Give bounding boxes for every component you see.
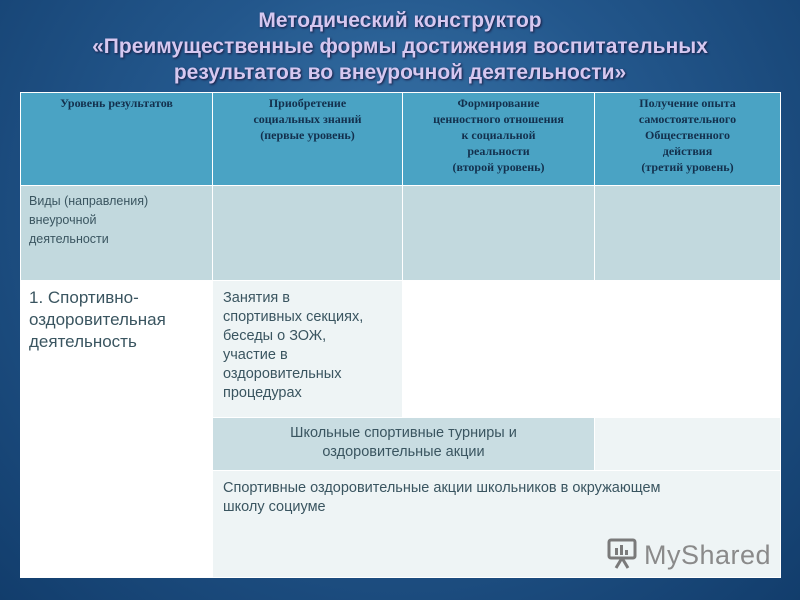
header-level-2 [403, 93, 595, 186]
kinds-label-line: Виды (направления) [29, 194, 149, 208]
header-level-2-line: к социальной [461, 128, 536, 142]
header-level-2-line: ценностного отношения [433, 112, 564, 126]
sport-row-1 [21, 281, 781, 418]
kinds-empty-cell [213, 186, 403, 281]
header-level-3-line: Общественного [645, 128, 730, 142]
sport-level-1-line: оздоровительных [223, 366, 342, 382]
sport-level-2-line: оздоровительные акции [322, 444, 485, 460]
header-level-1-line: Приобретение [268, 96, 347, 110]
slide-title [0, 8, 800, 86]
header-level-3-line: Получение опыта [639, 96, 736, 110]
header-level-2-line: реальности [467, 144, 530, 158]
header-level-3-line: самостоятельного [638, 112, 737, 126]
sport-empty-cell [595, 281, 781, 418]
header-level-1 [213, 93, 403, 186]
constructor-table [20, 92, 781, 578]
watermark [606, 538, 771, 572]
kinds-row [21, 186, 781, 281]
title-line-2: «Преимущественные формы достижения воспитательных [92, 35, 708, 58]
header-row [21, 93, 781, 186]
myshared-logo-icon [606, 536, 640, 575]
header-level-1-line: социальных знаний [253, 112, 362, 126]
header-level-2-line: Формирование [457, 96, 540, 110]
title-line-3: результатов во внеурочной деятельности» [173, 61, 627, 84]
sport-level-1-line: беседы о ЗОЖ, [223, 328, 327, 344]
sport-label-line: оздоровительная [29, 310, 166, 329]
sport-level-1-line: участие в [223, 347, 288, 363]
kinds-label-cell [21, 186, 213, 281]
header-results-level [21, 93, 213, 186]
sport-label-line: деятельность [29, 332, 137, 351]
kinds-empty-cell [403, 186, 595, 281]
sport-label-cell [21, 281, 213, 578]
sport-empty-cell [403, 281, 595, 418]
header-level-3-line: (третий уровень) [641, 160, 734, 174]
sport-level-1-line: Занятия в [223, 290, 291, 306]
sport-level-1-cell [213, 281, 403, 418]
sport-empty-cell [595, 418, 781, 471]
sport-level-1-line: спортивных секциях, [223, 309, 364, 325]
kinds-label-line: деятельности [29, 232, 109, 246]
header-level-3-line: действия [662, 144, 713, 158]
watermark-text: MyShared [644, 539, 772, 570]
sport-label-line: 1. Спортивно- [29, 288, 139, 307]
sport-level-1-line: процедурах [223, 385, 302, 401]
kinds-empty-cell [595, 186, 781, 281]
header-level-1-line: (первые уровень) [260, 128, 355, 142]
title-line-1: Методический конструктор [258, 9, 542, 32]
sport-level-2-line: Школьные спортивные турниры и [290, 425, 517, 441]
header-level-3 [595, 93, 781, 186]
header-level-2-line: (второй уровень) [452, 160, 545, 174]
sport-level-2-cell [213, 418, 595, 471]
header-results-level-label: Уровень результатов [60, 96, 173, 110]
sport-level-3-line: школу социуме [223, 499, 326, 515]
kinds-label-line: внеурочной [29, 213, 97, 227]
sport-level-3-line: Спортивные оздоровительные акции школьников в окружающем [223, 480, 661, 496]
